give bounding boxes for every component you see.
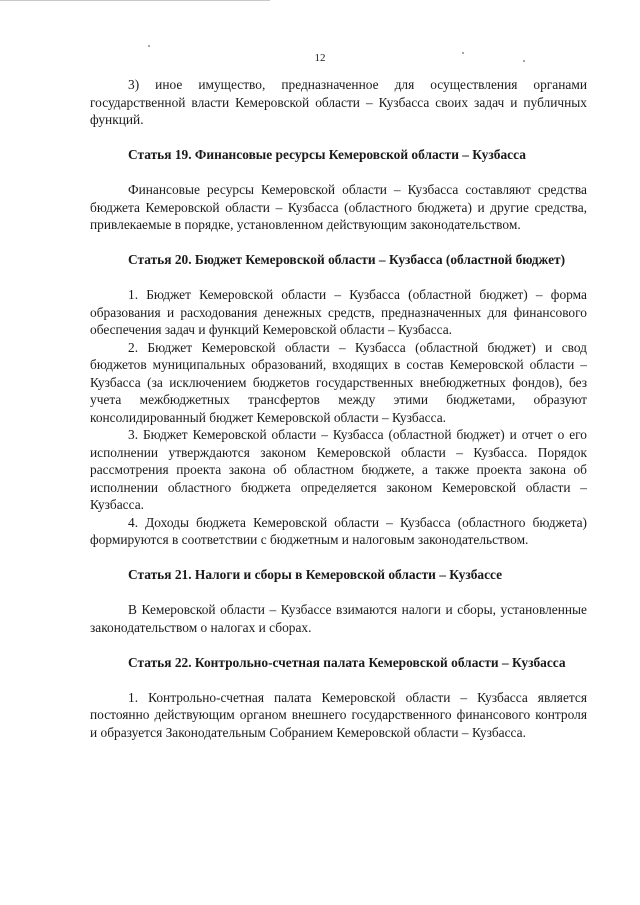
scan-speck (148, 45, 150, 47)
article-20-heading: Статья 20. Бюджет Кемеровской области – Кузбасса (областной бюджет) (128, 252, 566, 267)
article-21-text: В Кемеровской области – Кузбассе взимаются налоги и сборы, установленные законодательством о налогах и сборах. (90, 602, 587, 635)
paragraph-item-3: 3) иное имущество, предназначенное для осуществления органами государственной власти Кемеровской области – Кузбасса своих задач и публичных функций. (90, 77, 587, 127)
article-20-part-3: 3. Бюджет Кемеровской области – Кузбасса (областной бюджет) и отчет о его исполнении утверждаются законом Кемеровской области – Кузбасса. Порядок рассмотрения проекта закона об областном бюджете, а также проекта закона об исполнении областного бюджета определяется законом Кемеровской области – Кузбасса. (90, 427, 587, 512)
article-20-part-2: 2. Бюджет Кемеровской области – Кузбасса (областной бюджет) и свод бюджетов муниципальных образований, входящих в состав Кемеровской области – Кузбасса (за исключением бюджетов государственных внебюджетных фондов), без учета межбюджетных трансфертов между этими бюджетами, образуют консолидированный бюджет Кемеровской области – Кузбасса. (90, 339, 587, 425)
document-body (90, 76, 587, 741)
article-19-heading: Статья 19. Финансовые ресурсы Кемеровской области – Кузбасса (128, 147, 526, 162)
page-number: 12 (314, 52, 326, 64)
article-20-part-1: 1. Бюджет Кемеровской области – Кузбасса (областной бюджет) – форма образования и расходования денежных средств, предназначенных для финансового обеспечения задач и функций Кемеровской области – Кузбасса. (90, 287, 587, 337)
article-21-heading: Статья 21. Налоги и сборы в Кемеровской области – Кузбассе (128, 567, 503, 582)
article-19-text: Финансовые ресурсы Кемеровской области – Кузбасса составляют средства бюджета Кемеровской области – Кузбасса (областного бюджета) и другие средства, привлекаемые в порядке, установленном действующим законодательством. (90, 182, 587, 232)
article-22-heading: Статья 22. Контрольно-счетная палата Кемеровской области – Кузбасса (128, 654, 566, 670)
article-22-part-1: 1. Контрольно-счетная палата Кемеровской области – Кузбасса является постоянно действующим органом внешнего государственного финансового контроля и образуется Законодательным Собранием Кемеровской области – Кузбасса. (90, 689, 587, 740)
scan-artifact-line (0, 0, 270, 1)
article-20-part-4: 4. Доходы бюджета Кемеровской области – Кузбасса (областного бюджета) формируются в соответствии с бюджетным и налоговым законодательством. (90, 514, 587, 547)
